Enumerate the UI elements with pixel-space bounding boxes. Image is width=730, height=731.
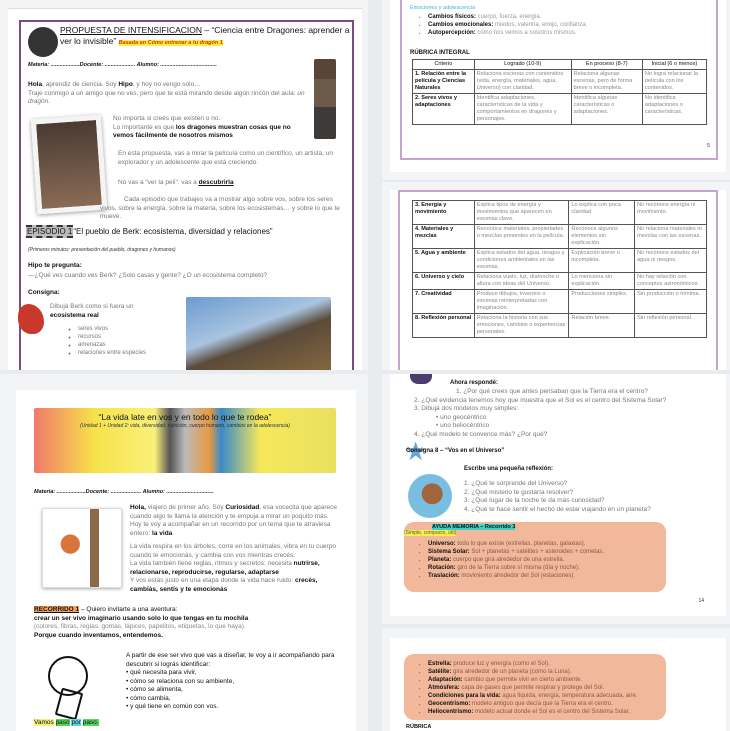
page-thumbnail-dragones[interactable] <box>0 0 368 370</box>
text: capa de gases que permite respirar y protege del Sol. <box>459 685 605 691</box>
text: giro de la Tierra sobre sí misma (día y noche). <box>455 565 580 571</box>
column-header: En proceso (8-7) <box>571 60 642 70</box>
list-item: uno geocéntrico <box>440 413 487 421</box>
text-bold: Autopercepción: <box>428 30 476 36</box>
question-heading: Hipo te pregunta: <box>28 262 82 269</box>
text-bold: crecés, cambiás, sentís y te emocionás <box>130 577 318 593</box>
cell: Sin producción o mínima. <box>635 290 707 314</box>
hiccup-toothless-photo <box>31 115 107 215</box>
star-icon: ★ <box>404 436 428 466</box>
cell: Producciones simples. <box>569 290 635 314</box>
question: 2. ¿Qué misterio te gustaría resolver? <box>464 488 574 496</box>
cell: No reconoce energía ni movimiento. <box>635 201 707 225</box>
cell: Reconoce algunos elementos sin explicación. <box>569 225 635 249</box>
text: Traje conmigo a un amigo que no ves, pero que te está mirando desde algún rincón del aula: <box>28 89 296 97</box>
episode-note: (Primeros minutos: presentación del pueblo, dragones y humanos) <box>28 247 176 253</box>
text: , esa vocecita que aparece cuando algo te llama la atención y te empuja a mirar un poquito más. Hoy te voy a acompañar en un recorrido por un tema que te atraviesa entero: <box>130 504 338 537</box>
table-row <box>413 70 707 94</box>
highlight-word: por <box>71 719 81 726</box>
text: todo lo que existe (estrellas, planetas, galaxias). <box>455 541 586 547</box>
text: La vida respira en los árboles, corre en los animales, vibra en tu cuerpo cuando te emocionás, y cambia con vos mientras crecés. <box>130 543 336 559</box>
cell: Explicación breve o incompleta. <box>569 249 635 273</box>
list-item: ◦ amenazas <box>78 341 146 349</box>
text: Dibujá Berk como si fuera un <box>50 303 134 310</box>
document-page <box>390 190 726 370</box>
column-header: Logrado (10-9) <box>474 60 571 70</box>
page-thumbnail-universo[interactable] <box>382 374 730 624</box>
page-number: 14 <box>698 598 704 604</box>
cell: No reconoce estados del agua ni riesgos. <box>635 249 707 273</box>
text-bold: Curiosidad <box>225 504 260 511</box>
subtitle-highlight: Basada en Cómo entrenar a tu dragón 1 <box>118 40 223 46</box>
text-bold: la vida <box>152 529 173 537</box>
text: un dragón. <box>28 89 305 105</box>
text-bold: Condiciones para la vida: <box>428 693 501 699</box>
table-row <box>413 225 707 249</box>
text: (colores, fibras, reglas, gomas, lápices, papelitos, etiquetas, lo que haya). <box>34 623 246 630</box>
text-bold: nutrirse, relacionarse, reproducirse, regularse, adaptarse <box>130 560 320 576</box>
list-item: ◦ relaciones entre especies <box>78 349 146 357</box>
memo-title: AYUDA MEMORIA – Recorrido 3 <box>432 524 516 530</box>
text-bold: Geocentrismo: <box>428 701 471 707</box>
cell: Explica tipos de energía y movimientos que aparecen en escenas clave. <box>474 201 569 225</box>
cell: 3. Energía y movimiento <box>413 201 475 225</box>
document-page <box>390 638 726 731</box>
document-page <box>390 0 726 172</box>
highlight-word: Vamos <box>34 719 54 726</box>
table-row <box>413 94 707 125</box>
cell: Relaciona algunas escenas, pero de forma breve o incompleta. <box>571 70 642 94</box>
cell: 4. Materiales y mezclas <box>413 225 475 249</box>
table-row <box>413 273 707 290</box>
text-bold: los dragones muestran cosas que no vemos fácilmente de nosotros mismos <box>113 123 291 139</box>
text-bold: Atmósfera: <box>428 685 460 691</box>
cell: No relaciona materiales ni mezclas con las escenas. <box>635 225 707 249</box>
title-underlined: PROPUESTA DE INTENSIFICACION <box>60 25 203 35</box>
toothless-image <box>28 27 58 57</box>
cell: Relaciona la historia con sus emociones, cambios o experiencias personales. <box>474 314 569 338</box>
heading: Ahora respondé: <box>450 380 499 386</box>
text: produce luz y energía (como el Sol). <box>451 661 550 667</box>
header-fields: Materia: ...................Docente: .................... Alumno: ............................... <box>34 489 214 495</box>
text: En esta propuesta, vas a mirar la película como un científico, un artista, un explorador y un adolescente que está creciendo. <box>118 150 333 166</box>
text: Cada episodio que trabajes va a mostrar algo sobre vos, sobre los seres vivos, sobre la energía, sobre la materia, sobre los ecosistemas… y sobre lo que te mueve. <box>100 196 340 220</box>
text: A partir de ese ser vivo que vas a diseñar, te voy a ir acompañando para descubrir si lográs identificar: <box>126 652 335 668</box>
text-bold: Hipo <box>118 81 133 88</box>
cell: 2. Seres vivos y adaptaciones <box>413 94 475 125</box>
text: No vas a “ver la peli”: vas a <box>118 179 199 186</box>
question: 4. ¿Qué modelo te convence más? ¿Por qué? <box>414 430 548 438</box>
text: – Quiero invitarte a una aventura: <box>79 606 178 613</box>
cell: Sin reflexión personal. <box>635 314 707 338</box>
question: 1. ¿Por qué crees que antes pensaban que la Tierra era el centro? <box>456 388 648 395</box>
text: cómo nos vemos a nosotros mismos. <box>475 30 577 36</box>
question: 2. ¿Qué evidencia tenemos hoy que muestra que el Sol es el centro del Sistema Solar? <box>414 396 667 404</box>
banner-subtitle: (Unidad 1 + Unidad 2: vida, diversidad, nutrición, cuerpo humano, cambios en la adolescencia) <box>80 423 290 429</box>
section-heading: Emociones y adolescencia <box>410 5 476 11</box>
text-bold: Planeta: <box>428 557 452 563</box>
text: No importa si creés que existen o no. <box>113 115 221 122</box>
text: miedos, valentía, enojo, confianza. <box>493 22 588 28</box>
title-rest: – “Ciencia entre Dragones: aprender a ver lo invisible” <box>60 25 350 46</box>
text: cuerpo que gira alrededor de una estrella. <box>451 557 565 563</box>
cell: No hay relación con conceptos astronómicos. <box>635 273 707 290</box>
ayuda-memoria-box <box>404 654 666 720</box>
text-bold: ecosistema real <box>50 311 99 319</box>
text-bold: Universo: <box>428 541 456 547</box>
page-number: 5 <box>707 143 710 149</box>
consigna-heading: Consigna 8 – “Vos en el Universo” <box>406 448 505 454</box>
cell: Relaciona vuelo, luz, día/noche o altura con ideas del Universo. <box>474 273 569 290</box>
text: , y hoy no vengo solo… <box>132 81 201 88</box>
text-bold: Rotación: <box>428 565 456 571</box>
memo-subtitle: (Simple, compacto, útil) <box>404 530 457 536</box>
question: —¿Qué ves cuando ves Berk? ¿Solo casas y gente? ¿O un ecosistema completo? <box>28 272 268 279</box>
text: viajero de primer año. Soy <box>145 504 226 511</box>
column-header: Inicial (6 o menos) <box>642 60 706 70</box>
heading: Escribe una pequeña reflexión: <box>464 466 554 472</box>
text: modelo actual donde el Sol es el centro del Sistema Solar. <box>473 709 631 715</box>
rubric-table <box>412 59 707 125</box>
text: modelo antiguo que decía que la Tierra era el centro. <box>470 701 613 707</box>
episode-title: “El pueblo de Berk: ecosistema, diversidad y relaciones” <box>73 227 273 236</box>
document-page <box>16 390 356 731</box>
column-header: Criterio <box>413 60 475 70</box>
highlight-word: paso. <box>82 719 99 726</box>
list-item: • cómo se alimenta, <box>126 686 183 693</box>
greeting: Hola <box>28 81 43 88</box>
recorrido-label: RECORRIDO 1 <box>34 606 80 613</box>
cell: 6. Universo y cielo <box>413 273 475 290</box>
document-page: Ahora respondé: 1. ¿Por qué crees que antes pensaban que la Tierra era el centro? 2. ¿Qué evidencia tenemos hoy que muestra que el Sol es el centro del Sistema Solar? 3. Dibujá dos modelos muy simples: • uno geocéntrico • uno heliocéntrico 4. ¿Qué modelo te convence más? ¿Por qué? ★ Consigna 8 – “Vos en el Universo” Escribe una pequeña reflexión: 1. ¿Qué te sorprende del Universo? 2. ¿Qué misterio te gustaría resolver? 3. ¿Qué lugar de la noche te da más curiosidad? 4. ¿Qué te hace sentir el hecho de estar viajando en un planeta? AYUDA MEMORIA – Recorrido 3 (Simple, compacto, útil) • Universo: todo lo que existe (estrellas, planetas, galaxias). • Sistema Solar: Sol + planetas + satélites + asteroides + cometas. • Planeta: cuerpo que gira alrededor de una estrella. • Rotación: giro de la Tierra sobre sí misma (día y noche). • Traslación: movimiento alrededor del Sol (estaciones). 14 <box>390 374 726 616</box>
list-item: ◦ recursos <box>78 333 146 341</box>
question: 4. ¿Qué te hace sentir el hecho de estar viajando en un planeta? <box>464 505 651 513</box>
rubric-title: RÚBRICA <box>406 724 432 730</box>
text: gira alrededor de un planeta (como la Luna). <box>451 669 572 675</box>
text-bold: Porque cuando inventamos, entendemos. <box>34 631 163 639</box>
text-bold: Cambios físicos: <box>428 14 477 20</box>
list-item: • cómo cambia, <box>126 694 171 702</box>
telescope-icon <box>410 374 432 384</box>
cell: Identifica adaptaciones, características de la vida y comportamientos en dragones y personajes. <box>474 94 571 125</box>
document-page <box>8 8 362 370</box>
text: cuerpo, fuerza, energía. <box>476 14 542 20</box>
cell: Identifica algunas características o adaptaciones. <box>571 94 642 125</box>
page-thumbnail-rubrica-cont[interactable] <box>382 182 730 370</box>
text-bold: Adaptación: <box>428 677 463 683</box>
page-thumbnail-rubrica[interactable] <box>382 0 730 180</box>
page-thumbnail-vida[interactable] <box>0 374 368 731</box>
curious-boy-icon <box>408 474 452 518</box>
ayuda-memoria-box <box>404 522 666 592</box>
table-row <box>413 314 707 338</box>
boy-with-tree-image <box>42 508 122 588</box>
rubric-title: RÚBRICA INTEGRAL <box>410 50 470 56</box>
text-bold: Sistema Solar: <box>428 549 470 555</box>
cell: 7. Creatividad <box>413 290 475 314</box>
episode-label: EPISODIO 1 <box>27 227 73 236</box>
list-item: ◦ seres vivos <box>78 325 146 333</box>
highlight-word: paso <box>55 719 70 726</box>
text-bold: Cambios emocionales: <box>428 22 494 28</box>
text-bold: Heliocentrismo: <box>428 709 474 715</box>
text: cambio que permite vivir en cierto ambiente. <box>462 677 583 683</box>
question: 1. ¿Qué te sorprende del Universo? <box>464 480 568 487</box>
cell: Relación breve. <box>569 314 635 338</box>
question: 3. ¿Qué lugar de la noche te da más curiosidad? <box>464 497 605 504</box>
rubric-table <box>412 200 707 338</box>
text-bold: Hola, <box>130 504 146 511</box>
list-item: uno heliocéntrico <box>440 422 490 429</box>
cell: No logra relacionar la película con los contenidos. <box>642 70 706 94</box>
text-bold: descubrirla <box>198 179 234 186</box>
text-bold: crear un ser vivo imaginario usando solo lo que tengas en tu mochila <box>34 614 249 622</box>
cell: Relaciona escenas con contenidos (vida, energía, materiales, agua, Universo) con claridad. <box>474 70 571 94</box>
banner-title: “La vida late en vos y en todo lo que te rodea” <box>98 412 272 422</box>
cell: Lo menciona sin explicación. <box>569 273 635 290</box>
table-row <box>413 290 707 314</box>
text: movimiento alrededor del Sol (estaciones). <box>459 573 576 579</box>
cell: 1. Relación entre la película y Ciencias Naturales <box>413 70 475 94</box>
cell: 8. Reflexión personal <box>413 314 475 338</box>
hiccup-figure <box>314 59 336 139</box>
cell: 5. Agua y ambiente <box>413 249 475 273</box>
text: Y vos estás justo en una etapa donde la vida hace ruido: <box>130 577 296 584</box>
list-item: • qué necesita para vivir, <box>126 669 197 676</box>
table-row <box>413 201 707 225</box>
berk-village-image <box>186 297 331 370</box>
text-bold: Traslación: <box>428 573 460 579</box>
cell: Explica estados del agua, riesgos y condiciones ambientales en las escenas. <box>474 249 569 273</box>
table-row <box>413 249 707 273</box>
text-bold: Satélite: <box>428 669 452 675</box>
list-item: • cómo se relaciona con su ambiente, <box>126 677 235 685</box>
text: La vida también tiene reglas, ritmos y secretos: necesita <box>130 560 294 567</box>
text: Lo importante es que <box>113 123 176 131</box>
header-fields: Materia: ...................Docente: .................... Alumno: ..................................... <box>28 62 217 68</box>
page-thumbnail-glosario[interactable] <box>382 628 730 731</box>
list-item: • y qué tiene en común con vos. <box>126 703 219 710</box>
text: agua líquida, energía, temperatura adecuada, aire. <box>500 693 638 699</box>
text: , aprendiz de ciencia. Soy <box>42 81 119 88</box>
text-bold: Estrella: <box>428 661 452 667</box>
cell: Lo explica con poca claridad. <box>569 201 635 225</box>
text: Sol + planetas + satélites + asteroides + cometas. <box>469 549 605 555</box>
cell: Produce dibujos, inventos o escenas reinterpretadas con imaginación. <box>474 290 569 314</box>
consigna-heading: Consigna: <box>28 289 60 296</box>
cell: Reconoce materiales, propiedades o mezclas presentes en la película. <box>474 225 569 249</box>
question: 3. Dibujá dos modelos muy simples: <box>414 405 519 412</box>
cell: No identifica adaptaciones o características. <box>642 94 706 125</box>
